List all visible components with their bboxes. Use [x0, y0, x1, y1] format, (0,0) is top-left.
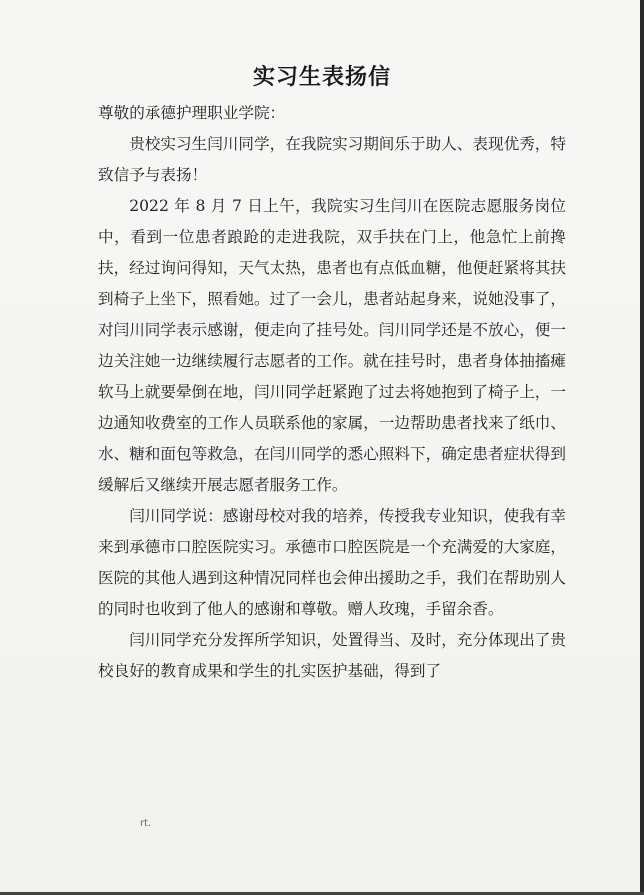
- paragraph-1: 贵校实习生闫川同学，在我院实习期间乐于助人、表现优秀，特致信予与表扬！: [98, 135, 566, 184]
- letter-body: [98, 98, 566, 687]
- handwritten-mark: rt.: [140, 818, 152, 829]
- paragraph-2: 2022 年 8 月 7 日上午，我院实习生闫川在医院志愿服务岗位中，看到一位患者踉跄的走进我院，双手扶在门上，他急忙上前搀扶，经过询问得知，天气太热，患者也有点低血糖，他便赶紧将其扶到椅子上坐下，照看她。过了一会儿，患者站起身来，说她没事了，对闫川同学表示感谢，便走向了挂号处。闫川同学还是不放心，便一边关注她一边继续履行志愿者的工作。就在挂号时，患者身体抽搐瘫软马上就要晕倒在地，闫川同学赶紧跑了过去将她抱到了椅子上，一边通知收费室的工作人员联系他的家属，一边帮助患者找来了纸巾、水、糖和面包等救急，在闫川同学的悉心照料下，确定患者症状得到缓解后又继续开展志愿者服务工作。: [98, 197, 566, 494]
- scan-edge-right: [640, 0, 644, 895]
- paragraph-3: 闫川同学说：感谢母校对我的培养，传授我专业知识，使我有幸来到承德市口腔医院实习。承德市口腔医院是一个充满爱的大家庭，医院的其他人遇到这种情况同样也会伸出援助之手，我们在帮助别人的同时也收到了他人的感谢和尊敬。赠人玫瑰，手留余香。: [98, 507, 566, 618]
- letter-title: 实习生表扬信: [252, 65, 391, 90]
- salutation: 尊敬的承德护理职业学院：: [98, 104, 286, 122]
- paragraph-4: 闫川同学充分发挥所学知识，处置得当、及时，充分体现出了贵校良好的教育成果和学生的扎实医护基础，得到了: [98, 631, 566, 680]
